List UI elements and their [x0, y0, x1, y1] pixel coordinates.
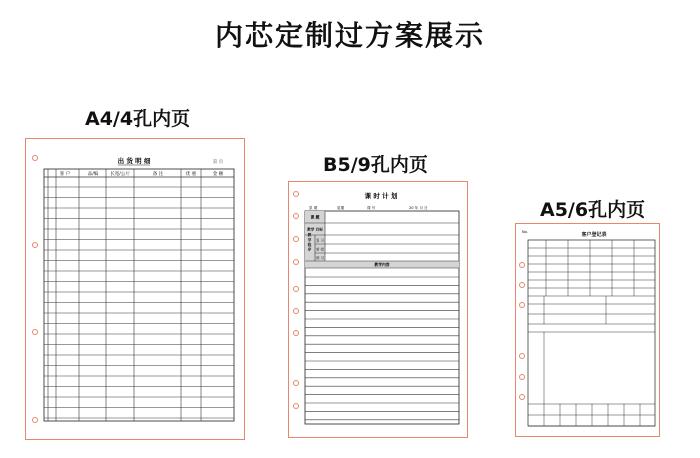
a4-col-header: 金 额 [212, 172, 224, 177]
b5-row-label: 教学 目标 [307, 227, 323, 232]
b5-row-label: 课 题 [310, 214, 320, 220]
b5-sheet [288, 181, 468, 438]
b5-form [289, 182, 469, 439]
a4-col-header: 优 惠 [185, 172, 197, 177]
a4-page-note: 第 页 [212, 160, 224, 165]
b5-sub-row: 新 授 [316, 247, 324, 252]
a5-inner-title: 客户登记表 [581, 232, 607, 238]
b5-meta: 星 期 [309, 206, 318, 210]
a4-col-header: 客 户 [59, 172, 71, 177]
a5-form [516, 224, 661, 438]
a4-col-header: 长宽/公斤 [110, 172, 130, 177]
b5-inner-title: 课 时 计 划 [364, 192, 398, 200]
sheet-label-a4: A4/4孔内页 [85, 108, 191, 130]
a4-inner-title: 出 货 明 细 [117, 157, 151, 165]
b5-meta: 星期 [337, 206, 345, 210]
a5-corner-mark: No. [522, 230, 528, 234]
a4-sheet [25, 138, 245, 440]
a4-col-header: 品/编 [87, 172, 99, 177]
b5-sub-row: 练 习 [316, 256, 324, 260]
b5-sub-row: 复 习 [316, 238, 324, 243]
sheet-label-a5: A5/6孔内页 [540, 199, 646, 221]
b5-meta: 20 年 月 日 [409, 206, 428, 210]
page-title: 内芯定制过方案展示 [214, 19, 485, 52]
b5-content-header: 教学内容 [374, 262, 390, 267]
b5-side-label: 教 学 程 序 [308, 232, 312, 252]
a5-sheet [515, 223, 660, 437]
a4-form [26, 139, 246, 441]
sheet-label-b5: B5/9孔内页 [323, 154, 428, 176]
b5-meta: 课 号 [367, 206, 376, 210]
a4-col-header: 备 注 [152, 172, 164, 177]
